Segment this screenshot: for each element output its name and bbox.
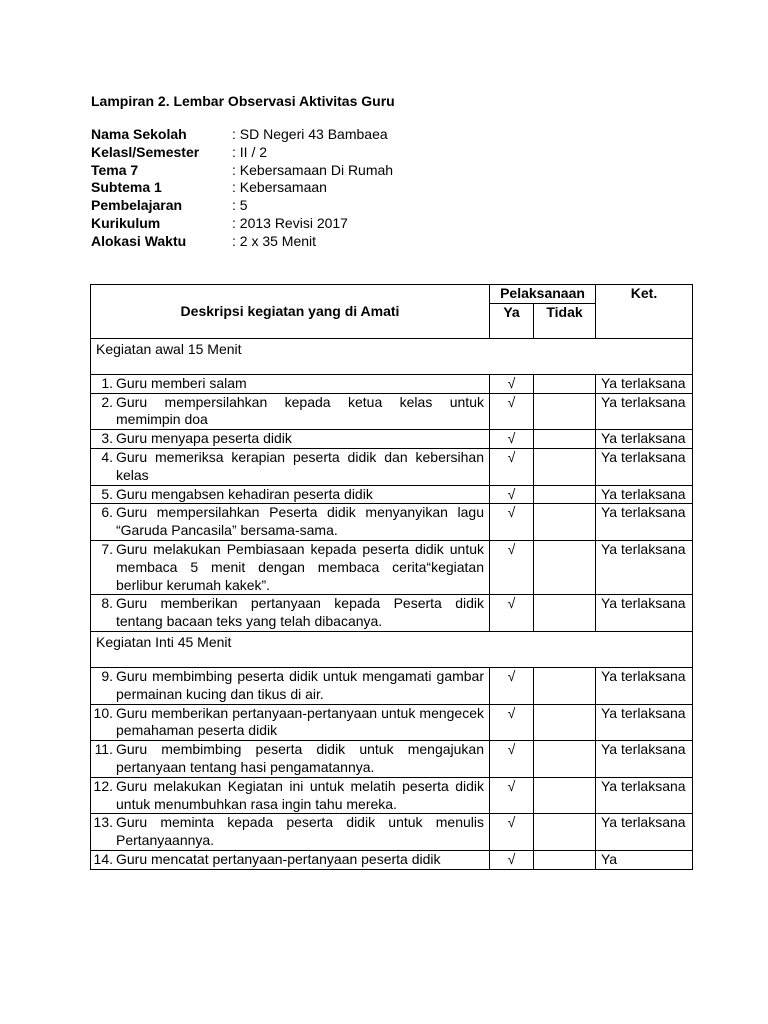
section-title: Kegiatan Inti 45 Menit bbox=[91, 631, 693, 667]
info-value: : Kebersamaan bbox=[232, 179, 327, 196]
table-body bbox=[91, 338, 693, 869]
table-row bbox=[91, 430, 693, 449]
table-row bbox=[91, 667, 693, 704]
ket-cell: Ya terlaksana bbox=[596, 430, 693, 449]
info-value: : SD Negeri 43 Bambaea bbox=[232, 126, 388, 142]
ya-check-cell: √ bbox=[490, 430, 534, 449]
ya-check-cell: √ bbox=[490, 374, 534, 393]
row-number: 8. bbox=[101, 595, 113, 612]
info-label: Kelasl/Semester bbox=[91, 143, 200, 160]
activity-description-cell bbox=[91, 667, 490, 704]
table-row bbox=[91, 374, 693, 393]
header-ya: Ya bbox=[490, 303, 534, 338]
tidak-check-cell bbox=[534, 374, 596, 393]
ya-check-cell: √ bbox=[490, 850, 534, 869]
tidak-check-cell bbox=[534, 430, 596, 449]
tidak-check-cell bbox=[534, 393, 596, 430]
tidak-check-cell bbox=[534, 850, 596, 869]
row-number: 2. bbox=[101, 393, 113, 410]
activity-text: Guru mempersilahkan kepada ketua kelas untuk memimpin doa bbox=[116, 393, 484, 428]
header-pelaksanaan: Pelaksanaan bbox=[490, 285, 596, 304]
activity-description-cell bbox=[91, 485, 490, 504]
row-number: 1. bbox=[101, 374, 113, 391]
activity-description-cell bbox=[91, 814, 490, 851]
row-number: 10. bbox=[93, 704, 113, 721]
info-label: Pembelajaran bbox=[91, 197, 183, 214]
tidak-check-cell bbox=[534, 504, 596, 541]
tidak-check-cell bbox=[534, 485, 596, 504]
info-label: Kurikulum bbox=[91, 214, 161, 231]
activity-text: Guru memberikan pertanyaan kepada Peserta didik tentang bacaan teks yang telah dibacanya. bbox=[116, 595, 484, 630]
info-value: : II / 2 bbox=[232, 143, 268, 160]
activity-description-cell bbox=[91, 504, 490, 541]
activity-description-cell bbox=[91, 448, 490, 485]
header-tidak: Tidak bbox=[534, 303, 596, 338]
table-row bbox=[91, 540, 693, 594]
activity-description-cell bbox=[91, 850, 490, 869]
ya-check-cell: √ bbox=[490, 704, 534, 741]
row-number: 14. bbox=[93, 850, 113, 867]
ya-check-cell: √ bbox=[490, 504, 534, 541]
table-row bbox=[91, 741, 693, 778]
ya-check-cell: √ bbox=[490, 814, 534, 851]
activity-text: Guru memeriksa kerapian peserta didik dan kebersihan kelas bbox=[116, 448, 484, 483]
activity-text: Guru memberi salam bbox=[116, 374, 247, 391]
ket-cell: Ya terlaksana bbox=[596, 540, 693, 594]
table-row bbox=[91, 393, 693, 430]
section-title: Kegiatan awal 15 Menit bbox=[91, 338, 693, 374]
info-value: : 2013 Revisi 2017 bbox=[232, 214, 348, 231]
tidak-check-cell bbox=[534, 777, 596, 814]
tidak-check-cell bbox=[534, 704, 596, 741]
table-row bbox=[91, 595, 693, 632]
table-row bbox=[91, 485, 693, 504]
observation-table bbox=[90, 284, 693, 870]
activity-description-cell bbox=[91, 741, 490, 778]
table-row bbox=[91, 704, 693, 741]
activity-text: Guru meminta kepada peserta didik untuk menulis Pertanyaannya. bbox=[116, 814, 484, 849]
ya-check-cell: √ bbox=[490, 540, 534, 594]
table-row bbox=[91, 504, 693, 541]
activity-description-cell bbox=[91, 595, 490, 632]
header-description: Deskripsi kegiatan yang di Amati bbox=[91, 285, 490, 339]
tidak-check-cell bbox=[534, 595, 596, 632]
activity-text: Guru mempersilahkan Peserta didik menyanyikan lagu “Garuda Pancasila” bersama-sama. bbox=[116, 504, 484, 539]
tidak-check-cell bbox=[534, 448, 596, 485]
row-number: 4. bbox=[101, 448, 113, 465]
page-title: Lampiran 2. Lembar Observasi Aktivitas Guru bbox=[91, 93, 395, 109]
activity-text: Guru melakukan Pembiasaan kepada peserta didik untuk membaca 5 menit dengan membaca cerita“kegiatan berlibur kerumah kakek”. bbox=[116, 540, 484, 593]
info-label: Alokasi Waktu bbox=[91, 232, 187, 249]
ket-cell: Ya terlaksana bbox=[596, 704, 693, 741]
activity-description-cell bbox=[91, 430, 490, 449]
ket-cell: Ya terlaksana bbox=[596, 741, 693, 778]
info-label: Nama Sekolah bbox=[91, 126, 187, 142]
table-row bbox=[91, 850, 693, 869]
ya-check-cell: √ bbox=[490, 667, 534, 704]
activity-description-cell bbox=[91, 777, 490, 814]
row-number: 3. bbox=[101, 430, 113, 447]
ket-cell: Ya terlaksana bbox=[596, 448, 693, 485]
activity-description-cell bbox=[91, 374, 490, 393]
tidak-check-cell bbox=[534, 667, 596, 704]
ket-cell: Ya terlaksana bbox=[596, 374, 693, 393]
section-row bbox=[91, 338, 693, 374]
info-value: : 2 x 35 Menit bbox=[232, 232, 317, 249]
table-row bbox=[91, 448, 693, 485]
info-label: Tema 7 bbox=[91, 161, 139, 178]
ket-cell: Ya terlaksana bbox=[596, 777, 693, 814]
ya-check-cell: √ bbox=[490, 485, 534, 504]
ket-cell: Ya terlaksana bbox=[596, 667, 693, 704]
row-number: 12. bbox=[93, 777, 113, 794]
activity-description-cell bbox=[91, 540, 490, 594]
ket-cell: Ya terlaksana bbox=[596, 393, 693, 430]
activity-text: Guru membimbing peserta didik untuk mengajukan pertanyaan tentang hasi pengamatannya. bbox=[116, 741, 484, 775]
tidak-check-cell bbox=[534, 814, 596, 851]
ket-cell: Ya terlaksana bbox=[596, 595, 693, 632]
row-number: 7. bbox=[101, 540, 113, 557]
row-number: 9. bbox=[101, 667, 113, 684]
ya-check-cell: √ bbox=[490, 595, 534, 632]
ya-check-cell: √ bbox=[490, 777, 534, 814]
tidak-check-cell bbox=[534, 741, 596, 778]
row-number: 13. bbox=[93, 814, 113, 831]
table-row bbox=[91, 777, 693, 814]
activity-text: Guru mengabsen kehadiran peserta didik bbox=[116, 485, 373, 502]
header-ket: Ket. bbox=[596, 285, 693, 339]
ya-check-cell: √ bbox=[490, 741, 534, 778]
activity-text: Guru memberikan pertanyaan-pertanyaan untuk mengecek pemahaman peserta didik bbox=[116, 704, 484, 739]
activity-description-cell bbox=[91, 704, 490, 741]
section-row bbox=[91, 631, 693, 667]
activity-text: Guru menyapa peserta didik bbox=[116, 430, 292, 447]
activity-description-cell bbox=[91, 393, 490, 430]
ya-check-cell: √ bbox=[490, 393, 534, 430]
row-number: 6. bbox=[101, 504, 113, 521]
ya-check-cell: √ bbox=[490, 448, 534, 485]
row-number: 5. bbox=[101, 485, 113, 502]
tidak-check-cell bbox=[534, 540, 596, 594]
info-value: : 5 bbox=[232, 197, 248, 214]
ket-cell: Ya terlaksana bbox=[596, 485, 693, 504]
activity-text: Guru membimbing peserta didik untuk mengamati gambar permainan kucing dan tikus di air. bbox=[116, 667, 484, 702]
row-number: 11. bbox=[94, 741, 113, 758]
activity-text: Guru melakukan Kegiatan ini untuk melatih peserta didik untuk menumbuhkan rasa ingin tahu mereka. bbox=[116, 777, 484, 812]
activity-text: Guru mencatat pertanyaan-pertanyaan peserta didik bbox=[116, 850, 441, 867]
ket-cell: Ya bbox=[596, 850, 693, 869]
ket-cell: Ya terlaksana bbox=[596, 814, 693, 851]
ket-cell: Ya terlaksana bbox=[596, 504, 693, 541]
info-label: Subtema 1 bbox=[91, 179, 162, 196]
info-value: : Kebersamaan Di Rumah bbox=[232, 161, 394, 178]
table-row bbox=[91, 814, 693, 851]
